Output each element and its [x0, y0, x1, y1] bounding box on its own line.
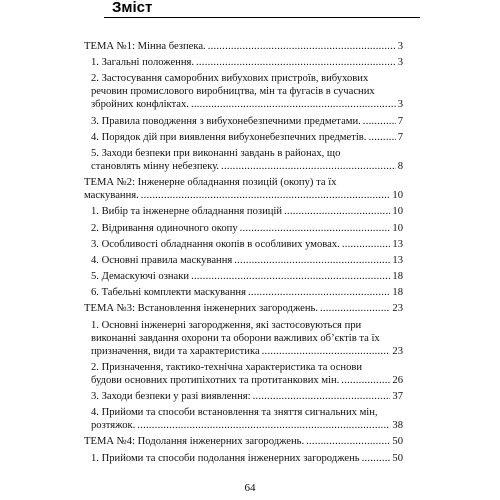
dot-leader — [137, 419, 390, 432]
toc-entry-lastline — [91, 222, 403, 235]
toc-entry-page: 10 — [392, 190, 403, 202]
toc-entry-title: становлять мінну небезпеку. — [91, 160, 220, 172]
toc-entry-title: призначення, види та характеристика — [91, 345, 260, 357]
toc-subsection-entry[interactable] — [84, 115, 403, 128]
toc-entry-page: 18 — [392, 287, 403, 299]
toc-subsection-entry[interactable] — [84, 147, 403, 173]
dot-leader — [221, 160, 396, 173]
toc-entry-page: 18 — [392, 271, 403, 283]
toc-entry-line: 2. Призначення, тактико-технічна характеристика та основи — [91, 361, 363, 373]
toc-entry-page: 23 — [392, 345, 403, 357]
toc-entry-line: ТЕМА №2: Інженерне обладнання позицій (окопу) та їх — [84, 177, 337, 189]
toc-entry-lastline — [91, 390, 403, 403]
toc-entry-title: 4. Порядок дій при виявлення вибухонебезпечних предметів. — [91, 131, 367, 143]
dot-leader — [262, 345, 391, 358]
toc-entry-title: 1. Прийоми та способи подолання інженерних загороджень — [91, 452, 360, 464]
toc-entry-title: будови основних протипіхотних та протитанкових мін. — [91, 374, 340, 386]
toc-entry-page: 3 — [397, 57, 403, 69]
toc-entry-title: ТЕМА №4: Подолання інженерних загороджень. — [84, 436, 305, 448]
toc-entry-page: 10 — [392, 206, 403, 218]
toc-entry-title: розтяжок. — [91, 420, 136, 432]
table-of-contents — [84, 40, 403, 468]
toc-entry-title: 3. Правила поводження з вибухонебезпечними предметами. — [91, 115, 361, 127]
toc-entry-line: 5. Заходи безпеки при виконанні завдань в районах, що — [91, 147, 341, 159]
toc-subsection-entry[interactable] — [84, 56, 403, 69]
dot-leader — [368, 131, 395, 144]
toc-entry-lastline — [91, 254, 403, 267]
dot-leader — [306, 435, 390, 448]
dot-leader — [191, 98, 396, 111]
toc-entry-title: 3. Заходи безпеки у разі виявлення: — [91, 391, 251, 402]
toc-subsection-entry[interactable] — [84, 452, 403, 465]
toc-section-entry[interactable] — [84, 176, 403, 202]
toc-entry-lastline — [91, 238, 403, 251]
toc-entry-page: 50 — [392, 452, 403, 464]
toc-entry-title: 6. Табельні комплекти маскування — [91, 287, 246, 299]
toc-entry-title: 5. Демаскуючі ознаки — [91, 271, 190, 283]
toc-entry-lastline — [84, 189, 403, 202]
toc-entry-lastline — [84, 302, 403, 315]
toc-section-entry[interactable] — [84, 435, 403, 448]
toc-entry-page: 38 — [392, 420, 403, 432]
page-number: 64 — [244, 482, 256, 494]
toc-subsection-entry[interactable] — [84, 406, 403, 432]
toc-entry-title: збройних конфліктах. — [91, 99, 189, 111]
toc-section-entry[interactable] — [84, 40, 403, 53]
toc-entry-line: 4. Прийоми та способи встановлення та зняття сигнальних мін, — [91, 407, 378, 419]
toc-subsection-entry[interactable] — [84, 72, 403, 111]
toc-entry-page: 3 — [397, 99, 403, 111]
toc-entry-page: 7 — [397, 115, 403, 127]
toc-entry-line: 1. Основні інженерні загородження, які застосовуються при — [91, 319, 362, 331]
dot-leader — [191, 270, 390, 283]
toc-entry-title: ТЕМА №3: Встановлення інженерних загороджень. — [84, 303, 318, 315]
toc-entry-page: 26 — [392, 374, 403, 386]
dot-leader — [196, 56, 396, 69]
dot-leader — [234, 254, 390, 267]
dot-leader — [208, 40, 396, 53]
dot-leader — [240, 222, 391, 235]
toc-subsection-entry[interactable] — [84, 361, 403, 387]
toc-entry-lastline — [84, 435, 403, 448]
dot-leader — [363, 115, 396, 128]
toc-entry-page: 7 — [397, 131, 403, 143]
toc-entry-page: 50 — [392, 436, 403, 448]
toc-subsection-entry[interactable] — [84, 131, 403, 144]
toc-entry-line: речовин промислового виробництва, мін та фугасів в сучасних — [91, 86, 375, 98]
top-band — [0, 0, 500, 16]
dot-leader — [248, 286, 390, 299]
toc-entry-lastline — [91, 160, 403, 173]
toc-entry-page: 37 — [392, 391, 403, 402]
dot-leader — [320, 302, 390, 315]
toc-entry-title: маскування. — [84, 190, 139, 202]
toc-entry-lastline — [84, 40, 403, 53]
toc-subsection-entry[interactable] — [84, 390, 403, 403]
toc-section-entry[interactable] — [84, 302, 403, 315]
toc-entry-lastline — [91, 131, 403, 144]
toc-entry-lastline — [91, 205, 403, 218]
toc-entry-page: 10 — [392, 222, 403, 234]
toc-entry-lastline — [91, 56, 403, 69]
toc-entry-title: ТЕМА №1: Мінна безпека. — [84, 41, 206, 52]
toc-entry-lastline — [91, 286, 403, 299]
toc-entry-page: 8 — [397, 160, 403, 172]
toc-entry-title: 1. Вибір та інженерне обладнання позицій — [91, 206, 283, 218]
toc-entry-line: 2. Застосування саморобних вибухових пристроїв, вибухових — [91, 73, 369, 85]
toc-entry-lastline — [91, 345, 403, 358]
toc-subsection-entry[interactable] — [84, 205, 403, 218]
toc-subsection-entry[interactable] — [84, 222, 403, 235]
toc-subsection-entry[interactable] — [84, 238, 403, 251]
dot-leader — [284, 205, 390, 218]
page-title: Зміст — [112, 0, 153, 16]
toc-entry-title: 2. Відривання одиночного окопу — [91, 222, 238, 234]
toc-entry-lastline — [91, 419, 403, 432]
toc-entry-page: 3 — [397, 41, 403, 52]
dot-leader — [253, 390, 391, 403]
dot-leader — [342, 238, 391, 251]
toc-entry-lastline — [91, 374, 403, 387]
toc-entry-page: 23 — [392, 303, 403, 315]
toc-entry-page: 13 — [392, 254, 403, 266]
dot-leader — [341, 374, 390, 387]
toc-entry-title: 4. Основні правила маскування — [91, 254, 233, 266]
toc-entry-page: 13 — [392, 238, 403, 250]
toc-entry-lastline — [91, 115, 403, 128]
toc-entry-title: 1. Загальні положення. — [91, 57, 195, 69]
dot-leader — [362, 452, 391, 465]
toc-entry-lastline — [91, 270, 403, 283]
toc-entry-title: 3. Особливості обладнання окопів в особливих умовах. — [91, 238, 340, 250]
toc-entry-lastline — [91, 98, 403, 111]
toc-subsection-entry[interactable] — [84, 254, 403, 267]
toc-subsection-entry[interactable] — [84, 286, 403, 299]
toc-subsection-entry[interactable] — [84, 319, 403, 358]
toc-entry-lastline — [91, 452, 403, 465]
dot-leader — [141, 189, 391, 202]
heading-rule — [104, 17, 420, 18]
toc-entry-line: виконанні завдання охорони та оборони важливих об’єктів та їх — [91, 332, 380, 344]
toc-subsection-entry[interactable] — [84, 270, 403, 283]
